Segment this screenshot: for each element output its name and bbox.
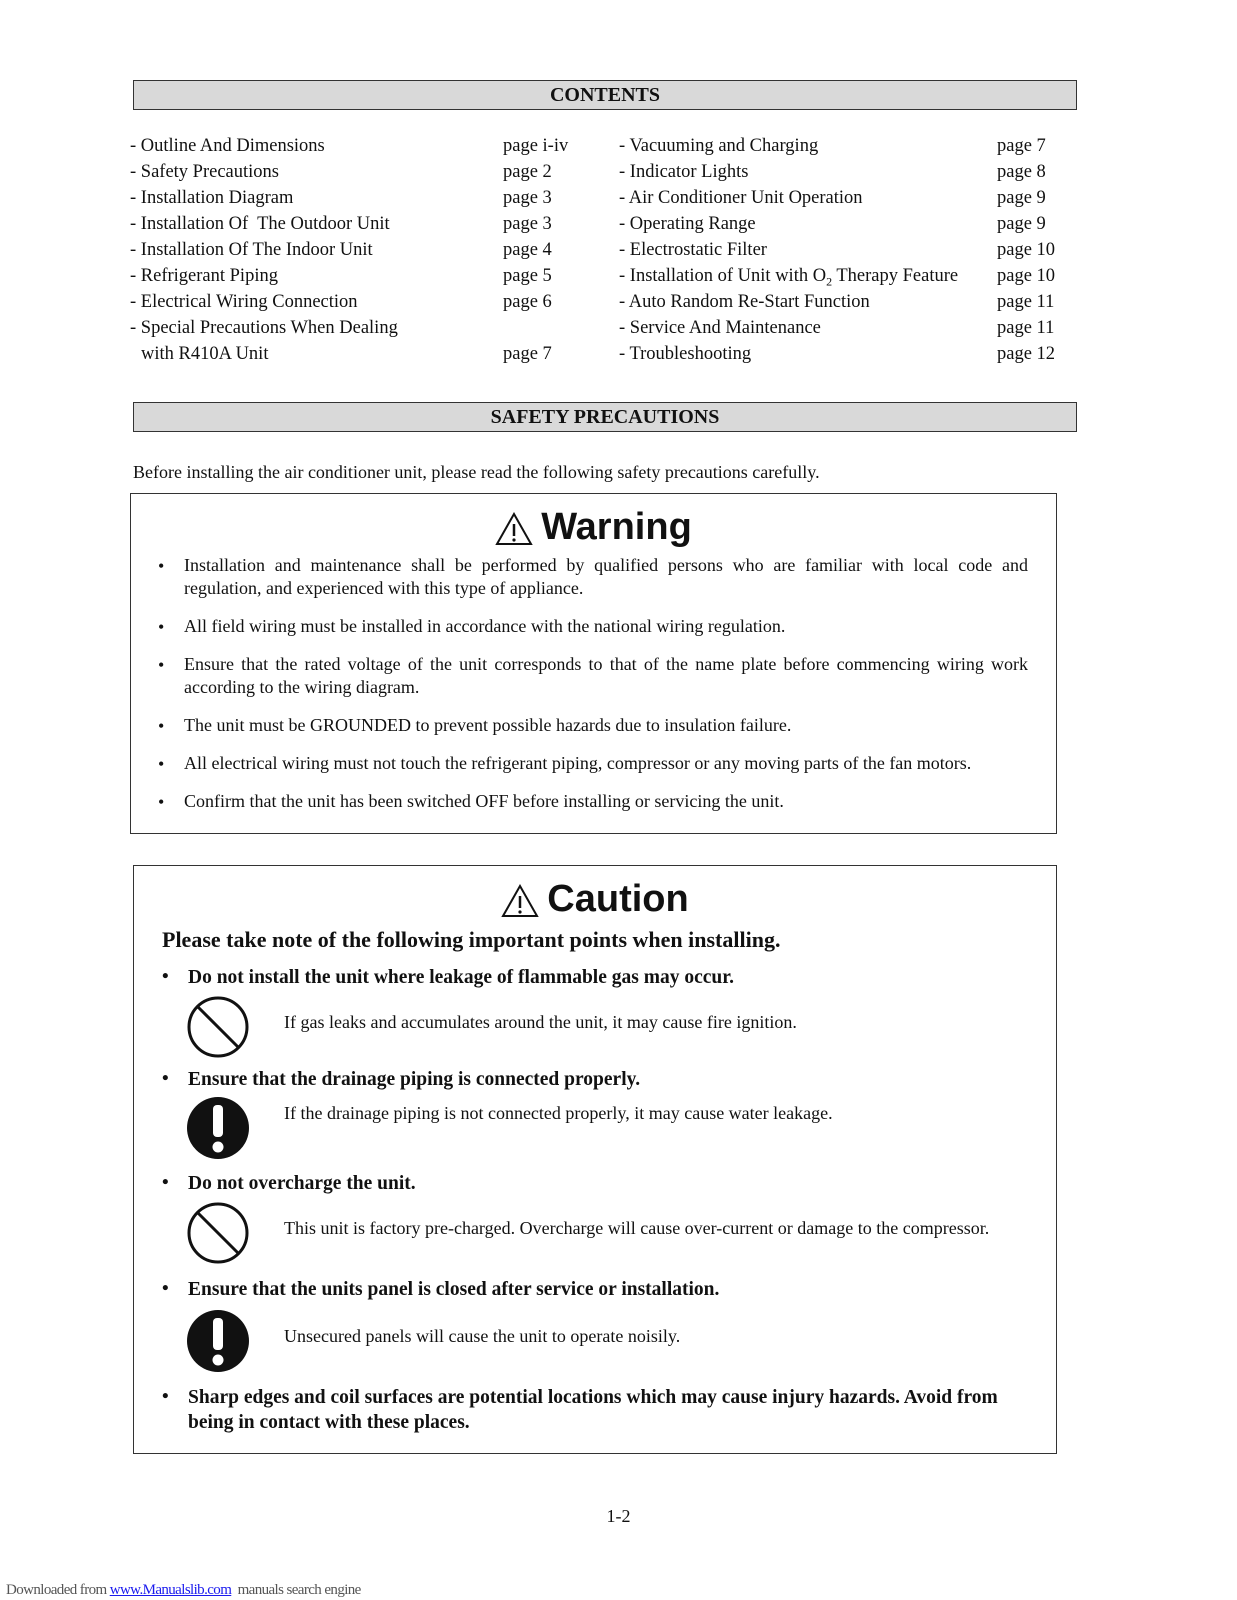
toc-label-subscript: 2 <box>826 274 833 289</box>
warning-item: Ensure that the rated voltage of the unit corresponds to that of the name plate before commencing wiring work according to the wiring diagram. <box>184 654 1028 697</box>
toc-item-page: page 9 <box>997 188 1046 208</box>
warning-triangle-icon <box>495 512 533 546</box>
prohibition-icon <box>186 1201 250 1265</box>
toc-item-page: page 8 <box>997 162 1046 182</box>
warning-item: The unit must be GROUNDED to prevent possible hazards due to insulation failure. <box>184 715 792 735</box>
toc-item-label: - Auto Random Re-Start Function <box>619 292 870 312</box>
footer-prefix: Downloaded from <box>6 1582 110 1598</box>
caution-lead: Please take note of the following important points when installing. <box>162 927 781 952</box>
caution-item-heading: Sharp edges and coil surfaces are potential locations which may cause injury hazards. Avoid from being in contact with these places. <box>188 1387 998 1433</box>
caution-item-heading: Do not overcharge the unit. <box>188 1173 416 1194</box>
prohibition-icon <box>186 995 250 1059</box>
toc-item-page: page 2 <box>503 162 552 182</box>
toc-item-page: page 3 <box>503 188 552 208</box>
toc-item-page: page 4 <box>503 240 552 260</box>
bullet: • <box>162 1068 169 1089</box>
toc-item-label: - Installation Of The Indoor Unit <box>130 240 373 260</box>
safety-precautions-heading: SAFETY PRECAUTIONS <box>133 402 1077 432</box>
warning-title-text: Warning <box>541 506 692 548</box>
toc-item-label: with R410A Unit <box>141 344 269 364</box>
toc-item-label: - Indicator Lights <box>619 162 749 182</box>
caution-item-heading: Do not install the unit where leakage of flammable gas may occur. <box>188 967 734 988</box>
toc-label-part: - Installation of Unit with O <box>619 266 827 286</box>
toc-item-label: - Service And Maintenance <box>619 318 821 338</box>
caution-item-heading: Ensure that the units panel is closed after service or installation. <box>188 1279 720 1300</box>
toc-item-page: page 7 <box>997 136 1046 156</box>
toc-item-label: - Safety Precautions <box>130 162 279 182</box>
warning-item: All electrical wiring must not touch the refrigerant piping, compressor or any moving parts of the fan motors. <box>184 753 972 773</box>
toc-item-page: page 10 <box>997 240 1056 260</box>
toc-item-label: - Installation Of The Outdoor Unit <box>130 214 390 234</box>
warning-box <box>130 493 1057 834</box>
bullet: • <box>158 655 165 675</box>
warning-item: All field wiring must be installed in accordance with the national wiring regulation. <box>184 616 786 636</box>
toc-item-page: page i-iv <box>503 136 569 156</box>
bullet: • <box>162 966 169 987</box>
download-footer <box>6 1582 361 1599</box>
toc-item-label: - Operating Range <box>619 214 756 234</box>
caution-item-text: If the drainage piping is not connected properly, it may cause water leakage. <box>284 1103 833 1123</box>
bullet: • <box>158 617 165 637</box>
bullet: • <box>162 1278 169 1299</box>
manualslib-link[interactable]: www.Manualslib.com <box>109 1582 232 1598</box>
caution-triangle-icon <box>501 884 539 918</box>
caution-title <box>134 878 1056 921</box>
toc-item-label: - Troubleshooting <box>619 344 752 364</box>
caution-item-text: This unit is factory pre-charged. Overcharge will cause over-current or damage to the compressor. <box>284 1218 990 1238</box>
toc-item-label: - Electrical Wiring Connection <box>130 292 358 312</box>
contents-heading: CONTENTS <box>133 80 1077 110</box>
toc-item-label: - Vacuuming and Charging <box>619 136 819 156</box>
toc-item-label: - Electrostatic Filter <box>619 240 767 260</box>
toc-item-label: - Refrigerant Piping <box>130 266 278 286</box>
bullet: • <box>158 716 165 736</box>
toc-item-page: page 6 <box>503 292 552 312</box>
toc-item-page: page 5 <box>503 266 552 286</box>
toc-item-label: - Air Conditioner Unit Operation <box>619 188 863 208</box>
toc-label-part: Therapy Feature <box>832 266 959 286</box>
caution-item-text: If gas leaks and accumulates around the unit, it may cause fire ignition. <box>284 1012 797 1032</box>
toc-item-page: page 11 <box>997 292 1055 312</box>
bullet: • <box>162 1172 169 1193</box>
safety-intro: Before installing the air conditioner unit, please read the following safety precautions carefully. <box>133 462 820 482</box>
toc-item-label: - Outline And Dimensions <box>130 136 325 156</box>
toc-item-page: page 7 <box>503 344 552 364</box>
caution-title-text: Caution <box>547 878 689 920</box>
toc-item-page: page 10 <box>997 266 1056 286</box>
bullet: • <box>158 792 165 812</box>
warning-title <box>131 506 1056 549</box>
bullet: • <box>162 1386 169 1407</box>
toc-item-label <box>619 266 958 290</box>
toc-item-page: page 11 <box>997 318 1055 338</box>
toc-item-label: - Special Precautions When Dealing <box>130 318 398 338</box>
bullet: • <box>158 754 165 774</box>
bullet: • <box>158 556 165 576</box>
caution-box <box>133 865 1057 1454</box>
warning-item: Confirm that the unit has been switched OFF before installing or servicing the unit. <box>184 791 784 811</box>
exclamation-icon <box>186 1096 250 1160</box>
toc-item-page: page 9 <box>997 214 1046 234</box>
caution-item-heading: Ensure that the drainage piping is connected properly. <box>188 1069 641 1090</box>
toc-item-page: page 12 <box>997 344 1056 364</box>
exclamation-icon <box>186 1309 250 1373</box>
page-number: 1-2 <box>606 1506 631 1526</box>
toc-item-page: page 3 <box>503 214 552 234</box>
footer-suffix: manuals search engine <box>231 1582 361 1598</box>
caution-item-text: Unsecured panels will cause the unit to operate noisily. <box>284 1326 681 1346</box>
warning-item: Installation and maintenance shall be performed by qualified persons who are familiar with local code and regulation, and experienced with this type of appliance. <box>184 555 1028 598</box>
toc-item-label: - Installation Diagram <box>130 188 294 208</box>
